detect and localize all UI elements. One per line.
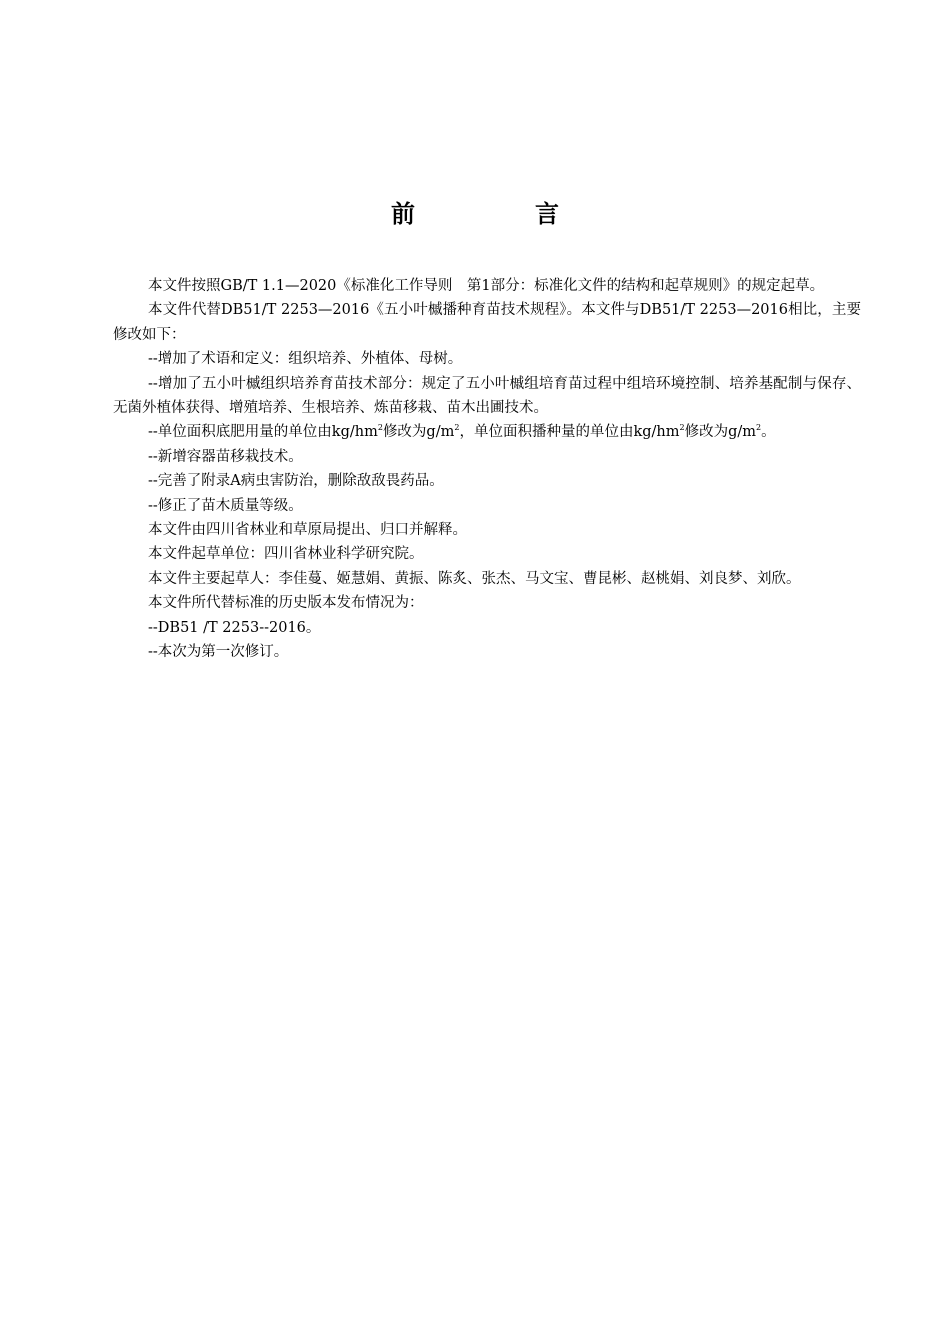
history-item-2016: --DB51 /T 2253--2016。	[148, 619, 321, 636]
page-title: 前 言	[391, 200, 607, 228]
paragraph-history-intro: 本文件所代替标准的历史版本发布情况为：	[148, 595, 424, 612]
change-item-quality-grade: --修正了苗木质量等级。	[148, 497, 303, 514]
unit-text-1: --单位面积底肥用量的单位由kg/hm	[148, 424, 378, 441]
change-item-terms: --增加了术语和定义：组织培养、外植体、母树。	[148, 351, 463, 368]
superscript: 2	[679, 423, 685, 433]
change-item-tissue-culture: --增加了五小叶槭组织培养育苗技术部分：规定了五小叶槭组培育苗过程中组培环境控制、培养基配制与保存、无菌外植体获得、增殖培养、生根培养、炼苗移栽、苗木出圃技术。	[113, 375, 861, 417]
superscript: 2	[756, 423, 762, 433]
document-body	[113, 274, 861, 665]
superscript: 2	[454, 423, 460, 433]
unit-text-5: 。	[761, 424, 776, 441]
unit-text-3: ，单位面积播种量的单位由kg/hm	[459, 424, 680, 441]
paragraph-drafting-unit: 本文件起草单位：四川省林业科学研究院。	[148, 546, 424, 563]
unit-text-2: 修改为g/m	[382, 424, 455, 441]
change-item-pest-control: --完善了附录A病虫害防治，删除敌敌畏药品。	[148, 473, 444, 490]
paragraph-proposed-by: 本文件由四川省林业和草原局提出、归口并解释。	[148, 522, 467, 539]
unit-text-4: 修改为g/m	[684, 424, 757, 441]
change-item-unit	[113, 420, 861, 444]
paragraph-drafting-rules: 本文件按照GB/T 1.1—2020《标准化工作导则 第1部分：标准化文件的结构和起草规则》的规定起草。	[148, 278, 825, 294]
paragraph-drafters: 本文件主要起草人：李佳蔓、姬慧娟、黄振、陈炙、张杰、马文宝、曹昆彬、赵桃娟、刘良梦、刘欣。	[148, 570, 801, 587]
superscript: 2	[377, 423, 383, 433]
change-item-container-seedling: --新增容器苗移栽技术。	[148, 448, 303, 465]
history-item-first-revision: --本次为第一次修订。	[148, 644, 289, 661]
paragraph-replaces: 本文件代替DB51/T 2253—2016《五小叶槭播种育苗技术规程》。本文件与DB51/T 2253—2016相比，主要修改如下：	[113, 302, 861, 343]
